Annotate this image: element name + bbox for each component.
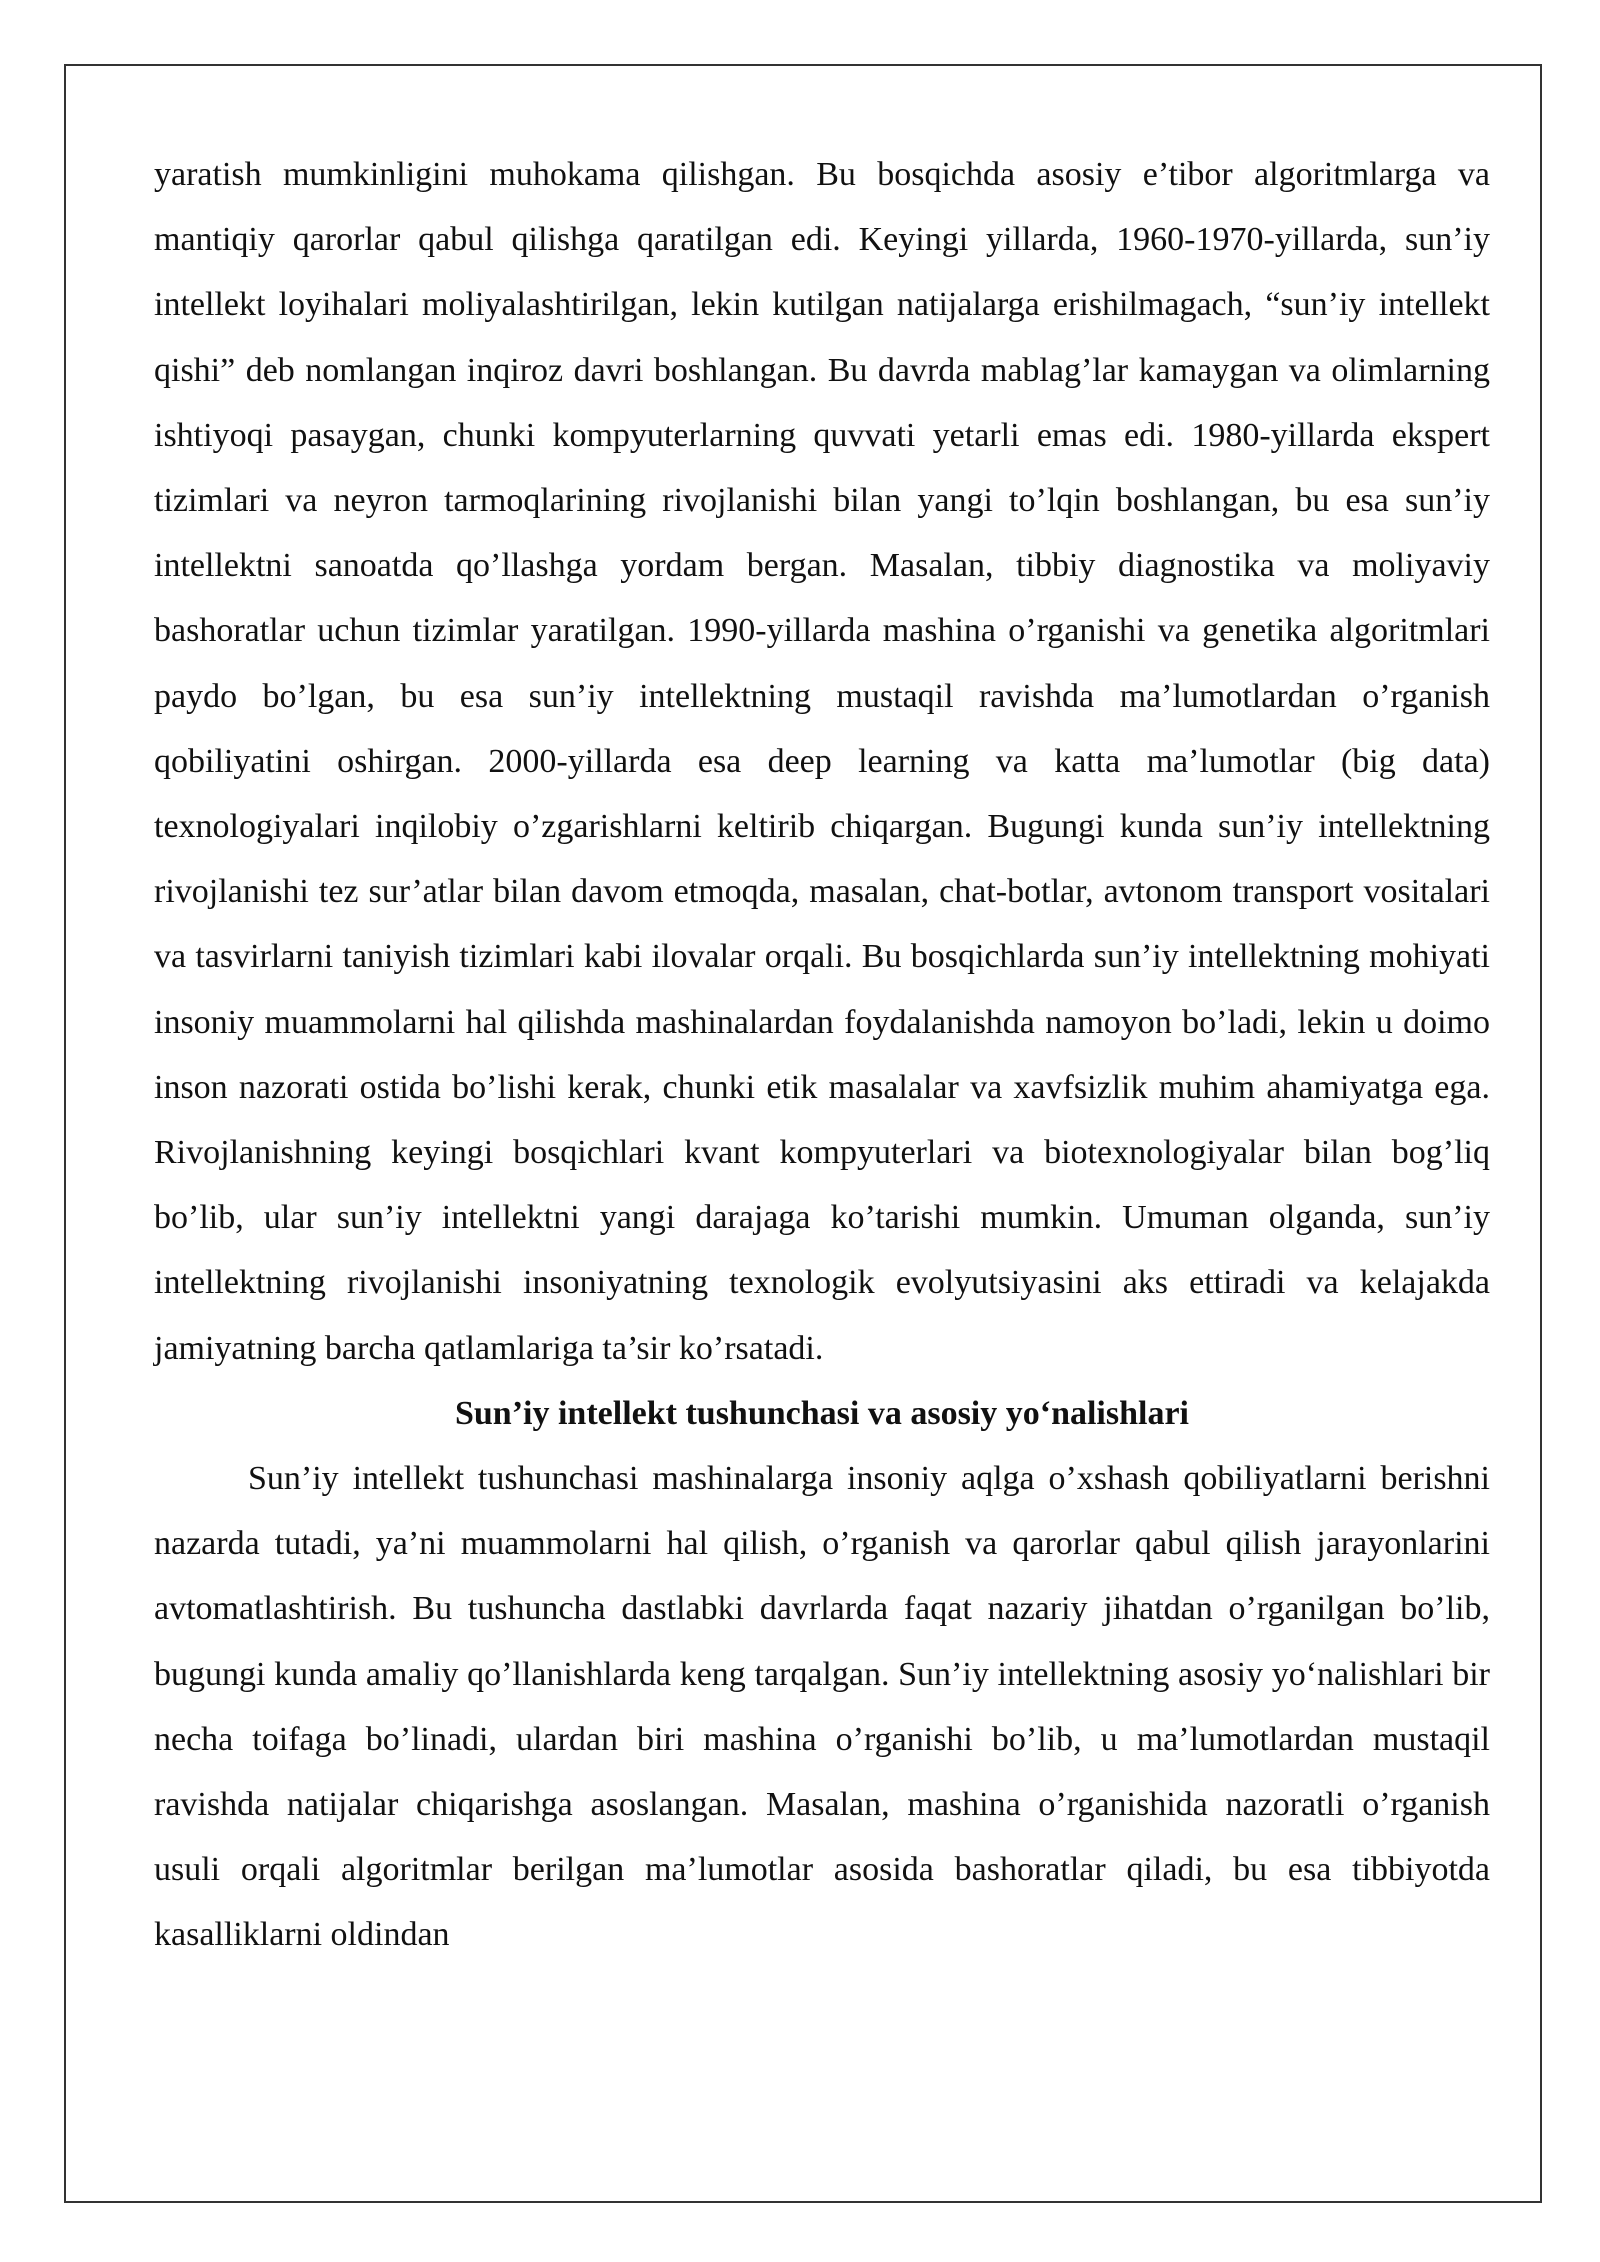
paragraph-history: yaratish mumkinligini muhokama qilishgan. Bu bosqichda asosiy e’tibor algoritmlarga va mantiqiy qarorlar qabul qilishga qaratilgan edi. Keyingi yillarda, 1960-1970-yillarda, sun’iy intellekt loyihalari moliyalashtirilgan, lekin kutilgan natijalarga erishilmagach, “sun’iy intellekt qishi” deb nomlangan inqiroz davri boshlangan. Bu davrda mablag’lar kamaygan va olimlarning ishtiyoqi pasaygan, chunki kompyuterlarning quvvati yetarli emas edi. 1980-yillarda ekspert tizimlari va neyron tarmoqlarining rivojlanishi bilan yangi to’lqin boshlangan, bu esa sun’iy intellektni sanoatda qo’llashga yordam bergan. Masalan, tibbiy diagnostika va moliyaviy bashoratlar uchun tizimlar yaratilgan. 1990-yillarda mashina o’rganishi va genetika algoritmlari paydo bo’lgan, bu esa sun’iy intellektning mustaqil ravishda ma’lumotlardan o’rganish qobiliyatini oshirgan. 2000-yillarda esa deep learning va katta ma’lumotlar (big data) texnologiyalari inqilobiy o’zgarishlarni keltirib chiqargan. Bugungi kunda sun’iy intellektning rivojlanishi tez sur’atlar bilan davom etmoqda, masalan, chat-botlar, avtonom transport vositalari va tasvirlarni taniyish tizimlari kabi ilovalar orqali. Bu bosqichlarda sun’iy intellektning mohiyati insoniy muammolarni hal qilishda mashinalardan foydalanishda namoyon bo’ladi, lekin u doimo inson nazorati ostida bo’lishi kerak, chunki etik masalalar va xavfsizlik muhim ahamiyatga ega. Rivojlanishning keyingi bosqichlari kvant kompyuterlari va biotexnologiyalar bilan bog’liq bo’lib, ular sun’iy intellektni yangi darajaga ko’tarishi mumkin. Umuman olganda, sun’iy intellektning rivojlanishi insoniyatning texnologik evolyutsiyasini aks ettiradi va kelajakda jamiyatning barcha qatlamlariga ta’sir ko’rsatadi. [154, 156, 1490, 1367]
paragraph-concept: Sun’iy intellekt tushunchasi mashinalarga insoniy aqlga o’xshash qobiliyatlarni berishni nazarda tutadi, ya’ni muammolarni hal qilish, o’rganish va qarorlar qabul qilish jarayonlarini avtomatlashtirish. Bu tushuncha dastlabki davrlarda faqat nazariy jihatdan o’rganilgan bo’lib, bugungi kunda amaliy qo’llanishlarda keng tarqalgan. Sun’iy intellektning asosiy yo‘nalishlari bir necha toifaga bo’linadi, ulardan biri mashina o’rganishi bo’lib, u ma’lumotlardan mustaqil ravishda natijalar chiqarishga asoslangan. Masalan, mashina o’rganishida nazoratli o’rganish usuli orqali algoritmlar berilgan ma’lumotlar asosida bashoratlar qiladi, bu esa tibbiyotda kasalliklarni oldindan [154, 1460, 1490, 1954]
section-heading: Sun’iy intellekt tushunchasi va asosiy yo‘nalishlari [454, 1394, 1189, 1432]
document-body [154, 142, 1490, 1968]
